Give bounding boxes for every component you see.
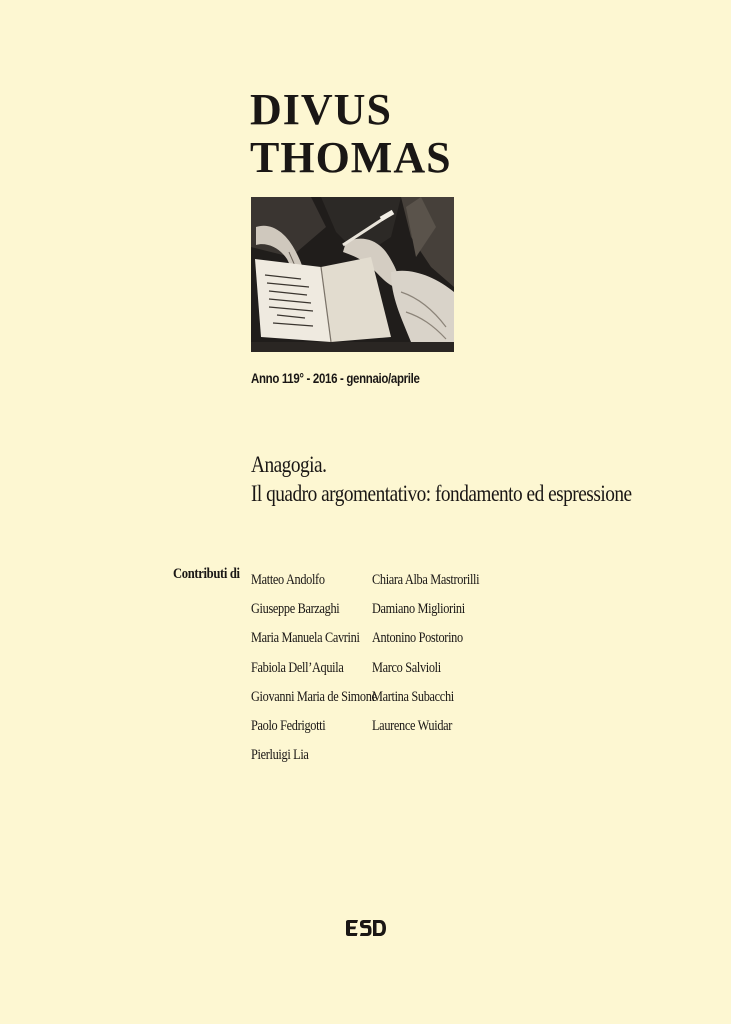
journal-title-line1: DIVUS [250, 85, 392, 134]
journal-title-line2: THOMAS [250, 133, 452, 182]
contributors-column-2 [372, 566, 479, 741]
contributor-name: Giovanni Maria de Simone [251, 688, 377, 705]
contributor-name: Paolo Fedrigotti [251, 718, 326, 735]
contributor-name: Antonino Postorino [372, 630, 463, 647]
contributor-name: Matteo Andolfo [251, 572, 325, 588]
book-and-quill-icon [251, 197, 454, 352]
issue-theme-line1: Anagogia. [251, 452, 327, 477]
contributor-name: Fabiola Dell’Aquila [251, 659, 344, 676]
publisher-logo-icon [345, 919, 387, 937]
journal-title [250, 86, 452, 182]
contributor-name: Marco Salvioli [372, 659, 441, 676]
contributor-name: Giuseppe Barzaghi [251, 601, 340, 618]
contributors-column-1 [251, 566, 377, 770]
contributor-name: Maria Manuela Cavrini [251, 630, 360, 647]
issue-info: Anno 119° - 2016 - gennaio/aprile [251, 370, 420, 386]
cover-illustration [251, 197, 454, 352]
contributor-name: Chiara Alba Mastrorilli [372, 572, 480, 588]
contributor-name: Pierluigi Lia [251, 747, 309, 764]
issue-theme [251, 450, 632, 508]
contributor-name: Damiano Migliorini [372, 601, 465, 618]
contributor-name: Martina Subacchi [372, 688, 454, 705]
issue-theme-line2: Il quadro argomentativo: fondamento ed espressione [251, 481, 632, 506]
contributors-label: Contributi di [173, 566, 240, 582]
contributor-name: Laurence Wuidar [372, 718, 453, 735]
